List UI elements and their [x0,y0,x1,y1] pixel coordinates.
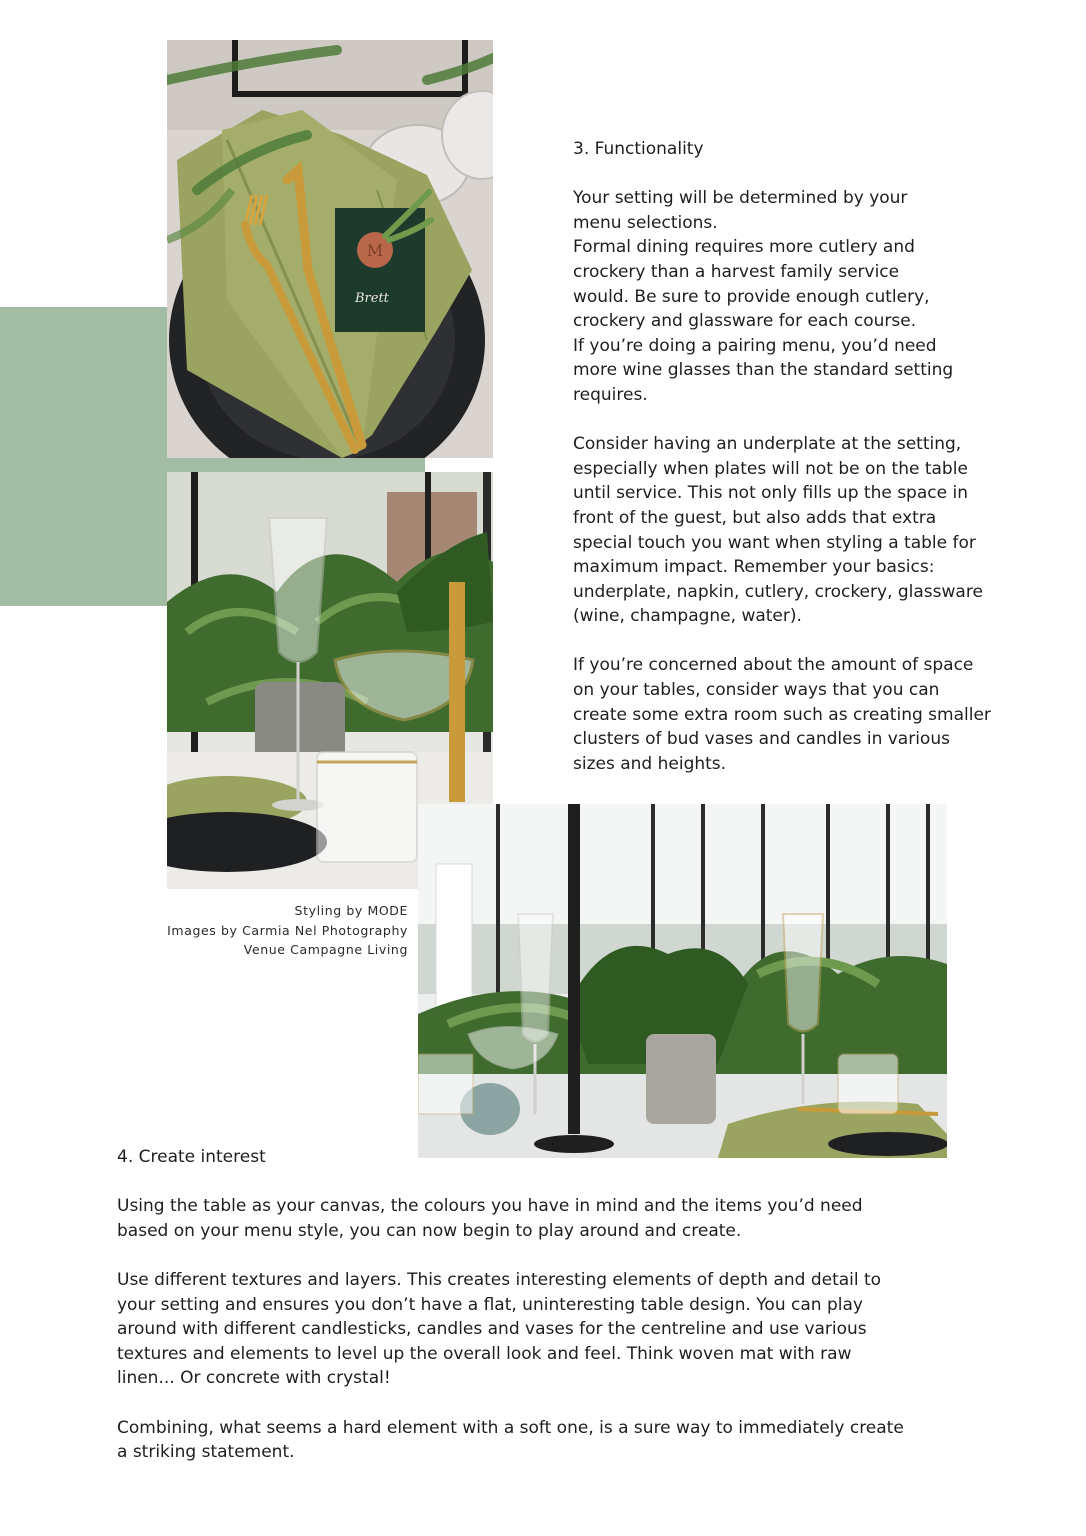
credit-images: Images by Carmia Nel Photography [167,922,408,938]
section-heading: 4. Create interest [117,1147,266,1167]
accent-block-strip [167,458,425,472]
paragraph: Your setting will be determined by your menu selections. [573,188,908,233]
paragraph: Consider having an underplate at the setting, especially when plates will not be on the table until service. This not only fills up the space in front of the guest, but also adds that extra special touch you want when styling a table for maximum impact. Remember your basics: underplate, napkin, cutlery, crockery, glassware (wine, champagne, water). [573,434,983,627]
credit-venue: Venue Campagne Living [243,942,408,957]
paragraph: If you’re concerned about the amount of space on your tables, consider ways that you can create some extra room such as creating smaller clusters of bud vases and candles in various sizes and heights. [573,655,991,774]
credit-styling: Styling by MODE [294,903,408,918]
accent-block [0,307,167,606]
place-card-name: Brett [355,291,389,306]
section-functionality [573,137,993,776]
photo-centreline [418,804,947,1158]
paragraph: Use different textures and layers. This creates interesting elements of depth and detail to your setting and ensures you don’t have a flat, uninteresting table design. You can play around with different candlesticks, candles and vases for the centreline and use various textures and elements to level up the overall look and feel. Think woven mat with raw linen... Or concrete with crystal! [117,1269,882,1389]
paragraph: Formal dining requires more cutlery and crockery than a harvest family service would. Be sure to provide enough cutlery, crockery and glassware for each course. [573,237,930,332]
wax-seal-monogram: M [366,241,384,260]
section-heading: 3. Functionality [573,139,704,159]
section-create-interest [117,1145,907,1465]
paragraph: If you’re doing a pairing menu, you’d need more wine glasses than the standard setting requires. [573,335,954,405]
photo-credits [110,901,408,960]
paragraph: Combining, what seems a hard element with a soft one, is a sure way to immediately create a striking statement. [117,1417,904,1463]
photo-place-setting [167,40,493,458]
paragraph: Using the table as your canvas, the colours you have in mind and the items you’d need based on your menu style, you can now begin to play around and create. [117,1196,863,1241]
